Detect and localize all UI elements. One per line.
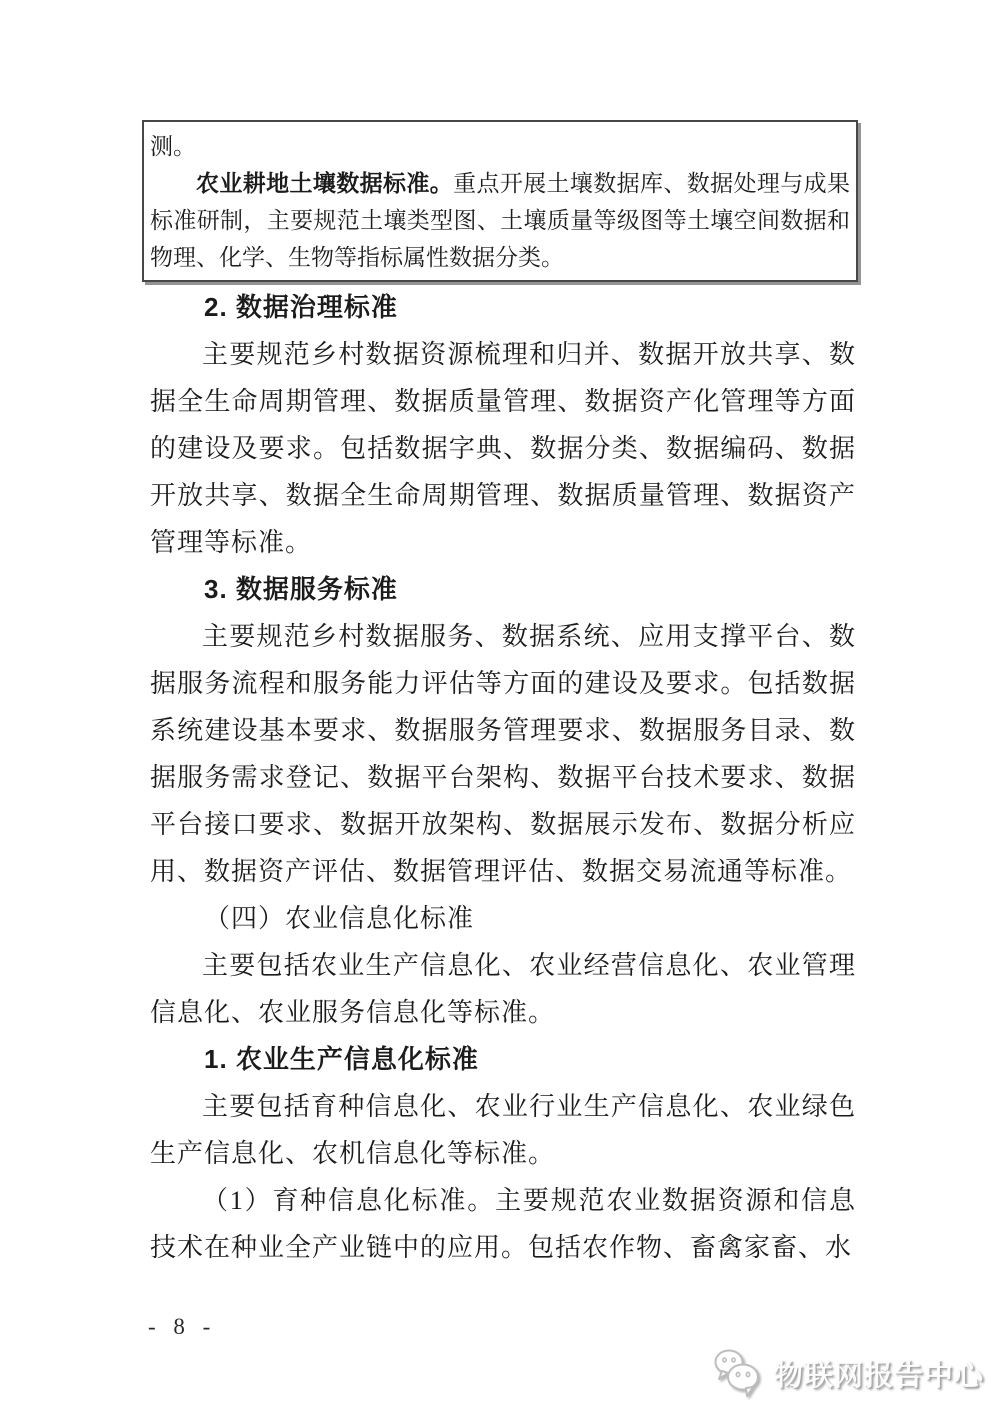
body-paragraph: 主要规范乡村数据资源梳理和归并、数据开放共享、数据全生命周期管理、数据质量管理、数据资产化管理等方面的建设及要求。包括数据字典、数据分类、数据编码、数据开放共享、数据全生命周期管理、数据质量管理、数据资产管理等标准。 <box>150 340 856 557</box>
callout-box <box>142 120 858 282</box>
body-paragraph: 主要包括育种信息化、农业行业生产信息化、农业绿色生产信息化、农机信息化等标准。 <box>150 1092 856 1168</box>
section-subheading-agri-informatization: （四）农业信息化标准 <box>204 904 475 933</box>
section-heading-data-governance: 2. 数据治理标准 <box>204 292 398 322</box>
callout-lead-bold: 农业耕地土壤数据标准。 <box>196 170 454 196</box>
page-number: - 8 - <box>148 1314 217 1339</box>
section-heading-agri-production-informatization: 1. 农业生产信息化标准 <box>204 1044 479 1074</box>
body-paragraph: 主要规范乡村数据服务、数据系统、应用支撑平台、数据服务流程和服务能力评估等方面的建设及要求。包括数据系统建设基本要求、数据服务管理要求、数据服务目录、数据服务需求登记、数据平台架构、数据平台技术要求、数据平台接口要求、数据开放架构、数据展示发布、数据分析应用、数据资产评估、数据管理评估、数据交易流通等标准。 <box>150 622 856 886</box>
watermark <box>712 1348 984 1398</box>
callout-body-text: 重点开展土壤数据库、数据处理与成果标准研制，主要规范土壤类型图、土壤质量等级图等土壤空间数据和物理、化学、生物等指标属性数据分类。 <box>150 171 851 270</box>
watermark-label: 物联网报告中心 <box>773 1359 984 1392</box>
document-body <box>150 284 856 1271</box>
section-heading-data-service: 3. 数据服务标准 <box>204 574 398 604</box>
body-paragraph: （1）育种信息化标准。主要规范农业数据资源和信息技术在种业全产业链中的应用。包括农作物、畜禽家畜、水 <box>150 1186 856 1262</box>
body-paragraph: 主要包括农业生产信息化、农业经营信息化、农业管理信息化、农业服务信息化等标准。 <box>150 951 856 1027</box>
callout-continuation-line: 测。 <box>150 134 196 159</box>
wechat-chat-bubbles-icon <box>712 1348 764 1398</box>
callout-paragraph <box>150 165 850 276</box>
